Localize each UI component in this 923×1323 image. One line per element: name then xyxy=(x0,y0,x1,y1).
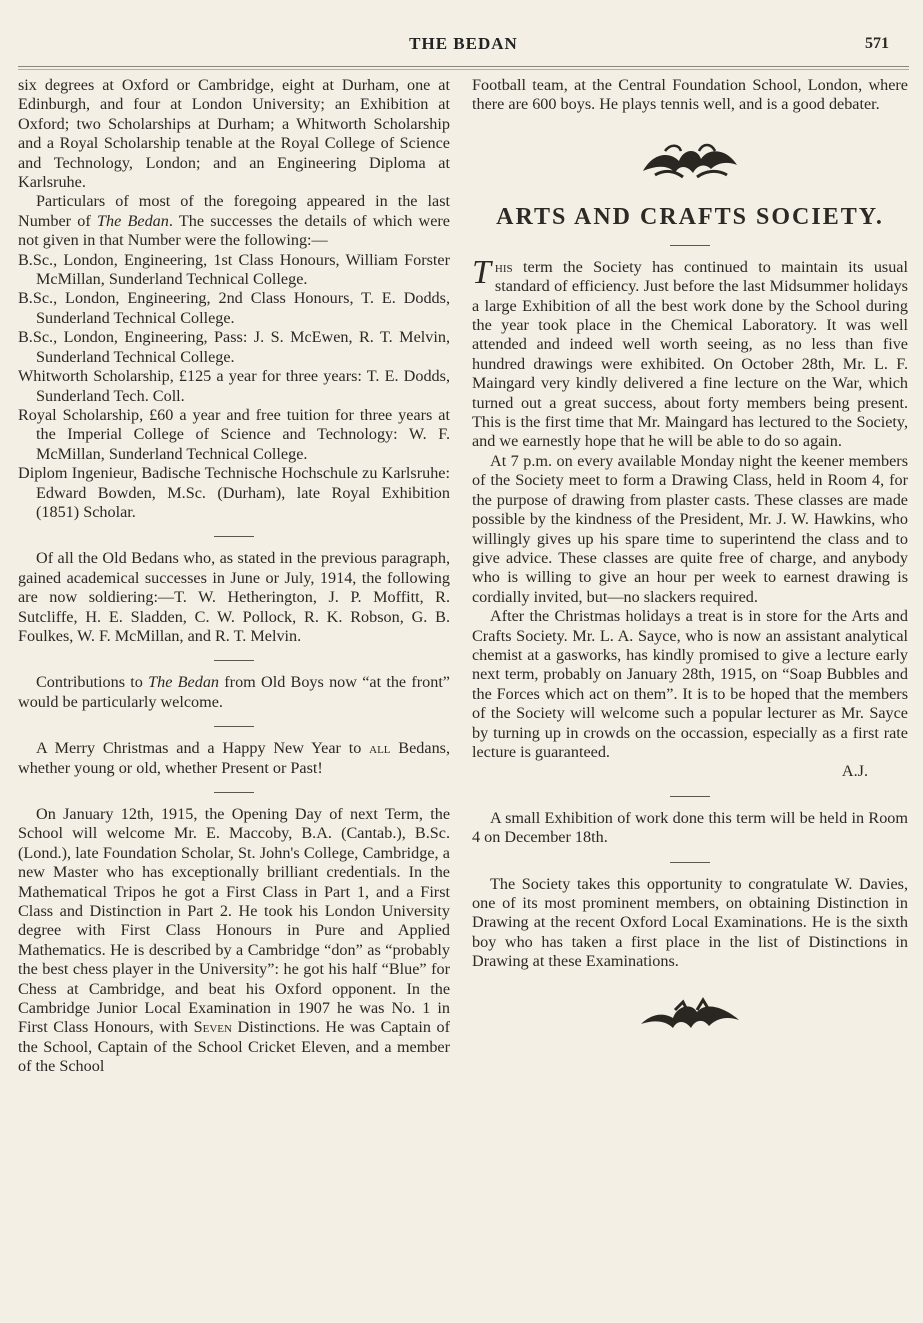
small-caps-text: all xyxy=(369,739,391,758)
paragraph-particulars xyxy=(18,192,450,250)
publication-title: The Bedan xyxy=(148,673,220,692)
section-divider xyxy=(670,245,710,246)
small-caps-text: his xyxy=(494,257,513,276)
list-item: Royal Scholarship, £60 a year and free tuition for three years at the Imperial College of Science and Technology: W. F. McMillan, Sunderland Technical College. xyxy=(18,405,450,463)
text: Particulars of most of the foregoing appeared in the last Number of xyxy=(18,192,450,230)
paragraph-society-term xyxy=(472,253,908,452)
page-header xyxy=(18,30,909,60)
left-column xyxy=(18,76,450,1077)
text: . The successes the details of which were not given in that Number were the following:— xyxy=(18,211,450,250)
text: Contributions to xyxy=(36,673,149,692)
text: A Merry Christmas and a Happy New Year to xyxy=(36,739,370,758)
successes-list xyxy=(18,251,450,523)
text: Distinctions. He was Captain of the School, Captain of the School Cricket Eleven, and a member of the School xyxy=(18,1018,450,1076)
paragraph-exhibition: A small Exhibition of work done this term will be held in Room 4 on December 18th. xyxy=(472,808,908,847)
text: term the Society has continued to maintain its usual standard of efficiency. Just before the last Midsummer holidays a large Exhibition of all the best work done by the School during the year took place in the Chemical Laboratory. It was well attended and indeed well worth seeing, as no less than five hundred drawings were exhibited. On October 28th, Mr. L. F. Maingard very kindly delivered a fine lecture on the War, which turned out a great success, about forty members being present. This is the first time that Mr. Maingard has lectured to the Society, and we earnestly hope that he will be able to do so again. xyxy=(472,257,908,451)
list-item: Diplom Ingenieur, Badische Technische Hochschule zu Karlsruhe: Edward Bowden, M.Sc. (Durham), late Royal Exhibition (1851) Scholar. xyxy=(18,464,450,521)
text: Bedans, whether young or old, whether Present or Past! xyxy=(18,739,451,777)
text: On January 12th, 1915, the Opening Day of next Term, the School will welcome Mr. E. Maccoby, B.A. (Cantab.), B.Sc. (Lond.), late Foundation Scholar, St. John's College, Cambridge, a new Master who has exceptionally brilliant credentials. In the Mathematical Tripos he got a First Class in Part 1, and a First Class and Distinction in Part 2. He took his London University degree with First Class Honours in Pure and Applied Mathematics. He is described by a Cambridge “don” as “probably the best chess player in the University”: he got his half “Blue” for Chess at Cambridge, and beat his Oxford opponent. In the Cambridge Junior Local Examination in 1907 he was No. 1 in First Class Honours, with xyxy=(18,805,450,1037)
list-item: B.Sc., London, Engineering, Pass: J. S. McEwen, R. T. Melvin, Sunderland Technical College. xyxy=(18,328,450,366)
header-rule-secondary xyxy=(18,69,909,70)
paragraph-christmas xyxy=(18,739,450,778)
small-caps-text: Seven xyxy=(193,1018,232,1037)
publication-title: The Bedan xyxy=(97,211,169,230)
fleuron-icon xyxy=(635,996,745,1036)
right-column xyxy=(472,76,908,1056)
paragraph-continuation: Football team, at the Central Foundation School, London, where there are 600 boys. He plays tennis well, and is a good debater. xyxy=(472,76,908,114)
paragraph-lecture: After the Christmas holidays a treat is in store for the Arts and Crafts Society. Mr. L. A. Sayce, who is now an assistant analytical chemist at a gasworks, has kindly promised to give a lecture early next term, probably on January 28th, 1915, on “Soap Bubbles and the Forces which act on them”. It is to be hoped that the members of the Society will welcome such a popular lecturer as Mr. Sayce by turning up in crowds on the occassion, especially as a first rate lecture is guaranteed. xyxy=(472,607,908,761)
signature: A.J. xyxy=(841,762,868,781)
paragraph-degrees: six degrees at Oxford or Cambridge, eight at Durham, one at Edinburgh, and four at London University; an Exhibition at Oxford; two Scholarships at Durham; a Whitworth Scholarship and a Royal Scholarship tenable at the Royal College of Science and Technology, London; and an Engineering Diploma at Karlsruhe. xyxy=(18,76,450,192)
ornament-bottom-icon xyxy=(472,996,908,1036)
ornament-top-icon xyxy=(472,139,908,183)
paragraph-drawing-class: At 7 p.m. on every available Monday night the keener members of the Society meet to form a Drawing Class, held in Room 4, for the purpose of drawing from plaster casts. These classes are made possible by the kindness of the President, Mr. J. W. Hawkins, who willingly gives up his spare time to superintend the class and to give advice. These classes are quite free of charge, and anybody who is willing to give an hour per week to earnest drawing is cordially invited, but—no slackers required. xyxy=(472,451,908,606)
page-number: 571 xyxy=(865,35,889,52)
section-divider xyxy=(670,862,710,863)
section-title: ARTS AND CRAFTS SOCIETY. xyxy=(496,203,884,230)
paragraph-soldiering: Of all the Old Bedans who, as stated in the previous paragraph, gained academical successes in June or July, 1914, the following are now soldiering:—T. W. Hetherington, J. P. Moffitt, R. Sutcliffe, H. E. Sladden, C. W. Pollock, R. K. Robson, G. B. Foulkes, W. F. McMillan, and R. T. Melvin. xyxy=(18,549,450,645)
drop-cap: T xyxy=(472,253,491,291)
list-item: B.Sc., London, Engineering, 1st Class Honours, William Forster McMillan, Sunderland Technical College. xyxy=(18,250,450,289)
header-rule xyxy=(18,66,909,67)
text: from Old Boys now “at the front” would be particularly welcome. xyxy=(18,673,450,711)
paragraph-congratulations: The Society takes this opportunity to congratulate W. Davies, one of its most prominent members, on obtaining Distinction in Drawing at the recent Oxford Local Examinations. He is the sixth boy who has taken a first place in the list of Distinctions in Drawing at these Examinations. xyxy=(472,874,908,971)
section-divider xyxy=(670,796,710,797)
section-divider xyxy=(214,792,254,793)
section-divider xyxy=(214,660,254,661)
paragraph-contributions xyxy=(18,673,450,712)
fleuron-icon xyxy=(635,139,745,183)
section-divider xyxy=(214,726,254,727)
section-divider xyxy=(214,536,254,537)
running-title: THE BEDAN xyxy=(409,34,518,53)
list-item: B.Sc., London, Engineering, 2nd Class Honours, T. E. Dodds, Sunderland Technical College. xyxy=(18,289,450,327)
paragraph-new-master xyxy=(18,805,450,1077)
list-item: Whitworth Scholarship, £125 a year for three years: T. E. Dodds, Sunderland Tech. Coll. xyxy=(18,367,450,405)
